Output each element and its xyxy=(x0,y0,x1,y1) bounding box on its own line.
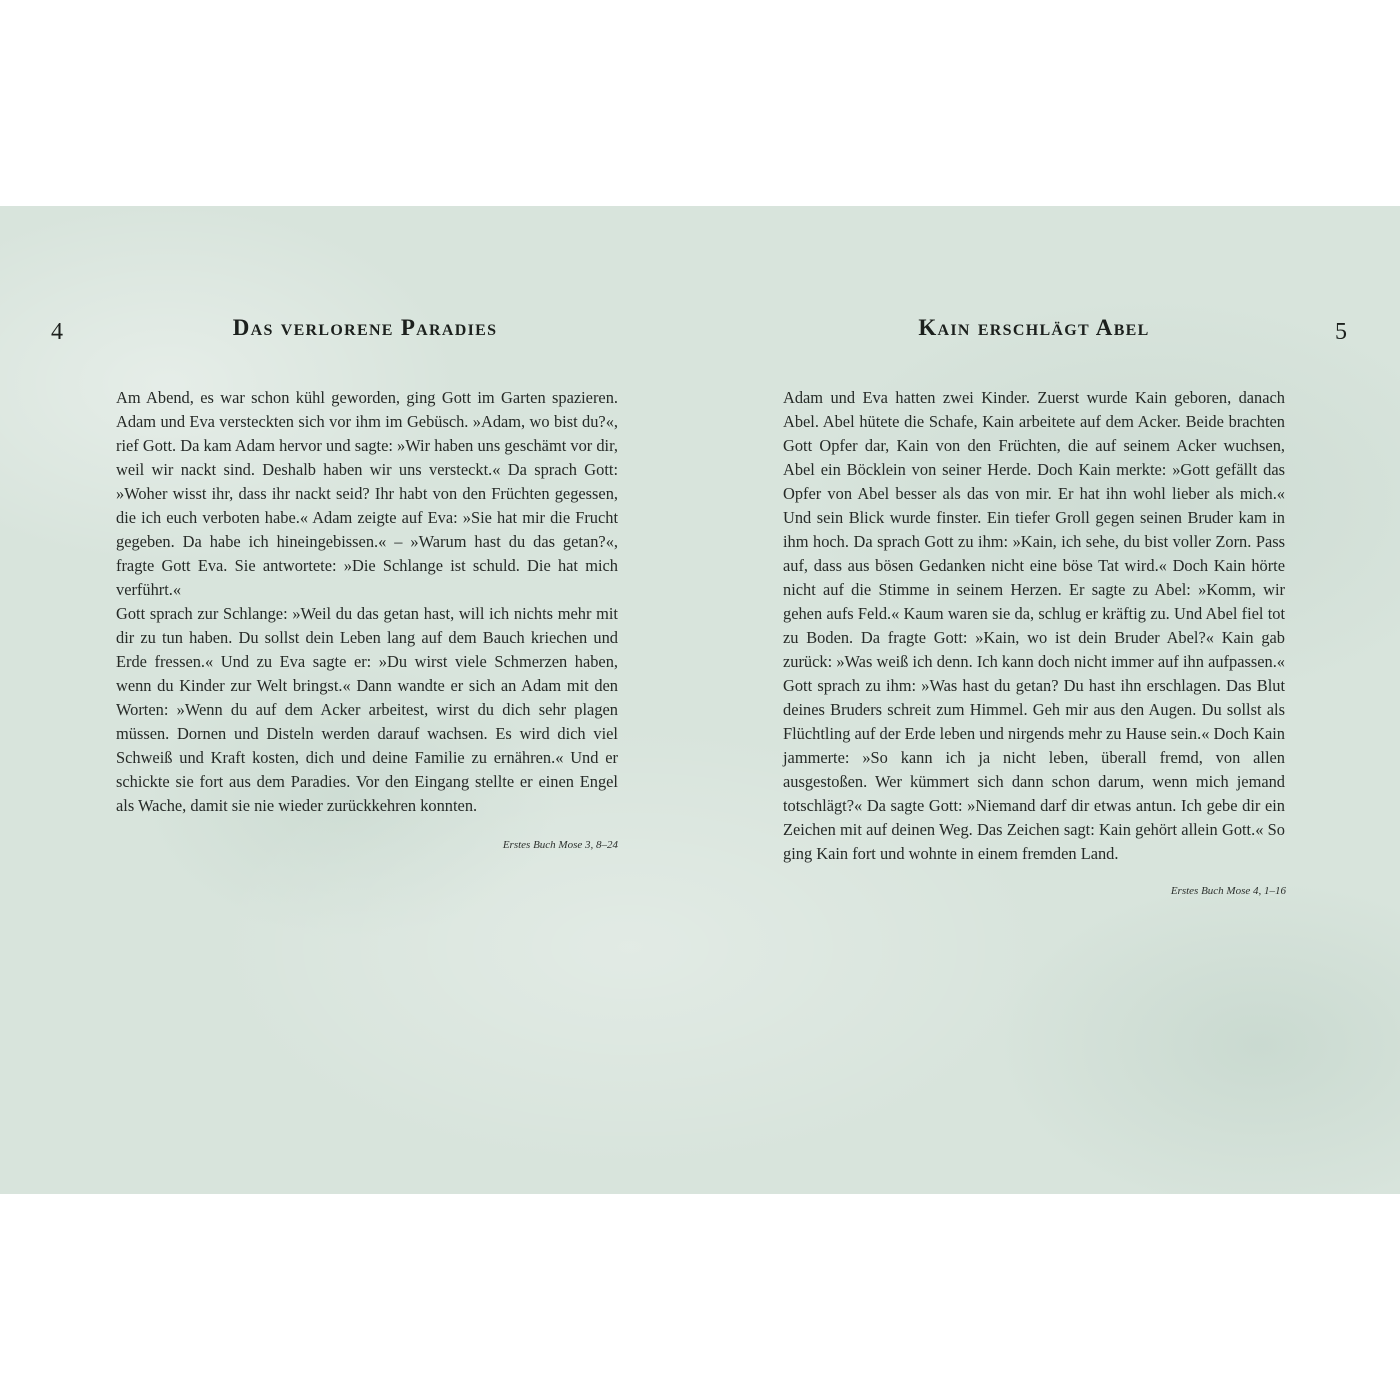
page-number: 5 xyxy=(1335,319,1347,345)
page-number: 4 xyxy=(51,319,63,345)
book-spread xyxy=(0,206,1400,1194)
chapter-text xyxy=(783,386,1285,866)
paragraph: Adam und Eva hatten zwei Kinder. Zuerst wurde Kain geboren, danach Abel. Abel hütete die Schafe, Kain arbeitete auf dem Acker. Beide brachten Gott Opfer dar, Kain von den Früchten, die auf seinem Acker wuchsen, Abel ein Böcklein von seiner Herde. Doch Kain merkte: »Gott gefällt das Opfer von Abel besser als das von mir. Er hat ihn wohl lieber als mich.« Und sein Blick wurde finster. Ein tiefer Groll gegen seinen Bruder kam in ihm hoch. Da sprach Gott zu ihm: »Kain, ich sehe, du bist voller Zorn. Pass auf, dass aus bösen Gedanken nicht eine böse Tat wird.« Doch Kain hörte nicht auf die Stimme in seinem Herzen. Er sagte zu Abel: »Komm, wir gehen aufs Feld.« Kaum waren sie da, schlug er kräftig zu. Und Abel fiel tot zu Boden. Da fragte Gott: »Kain, wo ist dein Bruder Abel?« Kain gab zurück: »Was weiß ich denn. Ich kann doch nicht immer auf ihn aufpassen.« Gott sprach zu ihm: »Was hast du getan? Du hast ihn erschlagen. Das Blut deines Bruders schreit zum Himmel. Geh mir aus den Augen. Du sollst als Flüchtling auf der Erde leben und nirgends mehr zu Hause sein.« Doch Kain jammerte: »So kann ich ja nicht leben, überall fremd, von allen ausgestoßen. Wer kümmert sich dann schon darum, wenn mich jemand totschlägt?« Da sagte Gott: »Niemand darf dir etwas antun. Ich gebe dir ein Zeichen mit auf deinen Weg. Das Zeichen sagt: Kain gehört allein Gott.« So ging Kain fort und wohnte in einem fremden Land. xyxy=(783,388,1285,863)
chapter-title: Das verlorene Paradies xyxy=(232,315,498,340)
chapter-title: Kain erschlägt Abel xyxy=(918,315,1150,340)
left-page xyxy=(0,206,700,1194)
right-page xyxy=(700,206,1400,1194)
paragraph: Am Abend, es war schon kühl geworden, ging Gott im Garten spazieren. Adam und Eva versteckten sich vor ihm im Gebüsch. »Adam, wo bist du?«, rief Gott. Da kam Adam hervor und sagte: »Wir haben uns geschämt vor dir, weil wir nackt sind. Deshalb haben wir uns versteckt.« Da sprach Gott: »Woher wisst ihr, dass ihr nackt seid? Ihr habt von den Früchten gegessen, die ich euch verboten habe.« Adam zeigte auf Eva: »Sie hat mir die Frucht gegeben. Da habe ich hineingebissen.« – »Warum hast du das getan?«, fragte Gott Eva. Sie antwortete: »Die Schlange ist schuld. Die hat mich verführt.« xyxy=(116,388,618,599)
bible-reference: Erstes Buch Mose 3, 8–24 xyxy=(502,839,618,851)
bible-reference: Erstes Buch Mose 4, 1–16 xyxy=(1170,885,1286,897)
chapter-text xyxy=(116,386,618,818)
paragraph: Gott sprach zur Schlange: »Weil du das getan hast, will ich nichts mehr mit dir zu tun haben. Du sollst dein Leben lang auf dem Bauch kriechen und Erde fressen.« Und zu Eva sagte er: »Du wirst viele Schmerzen haben, wenn du Kinder zur Welt bringst.« Dann wandte er sich an Adam mit den Worten: »Wenn du auf dem Acker arbeitest, wirst du dich sehr plagen müssen. Dornen und Disteln werden darauf wachsen. Es wird dich viel Schweiß und Kraft kosten, dich und deine Familie zu ernähren.« Und er schickte sie fort aus dem Paradies. Vor den Eingang stellte er einen Engel als Wache, damit sie nie wieder zurückkehren konnten. xyxy=(116,604,618,815)
